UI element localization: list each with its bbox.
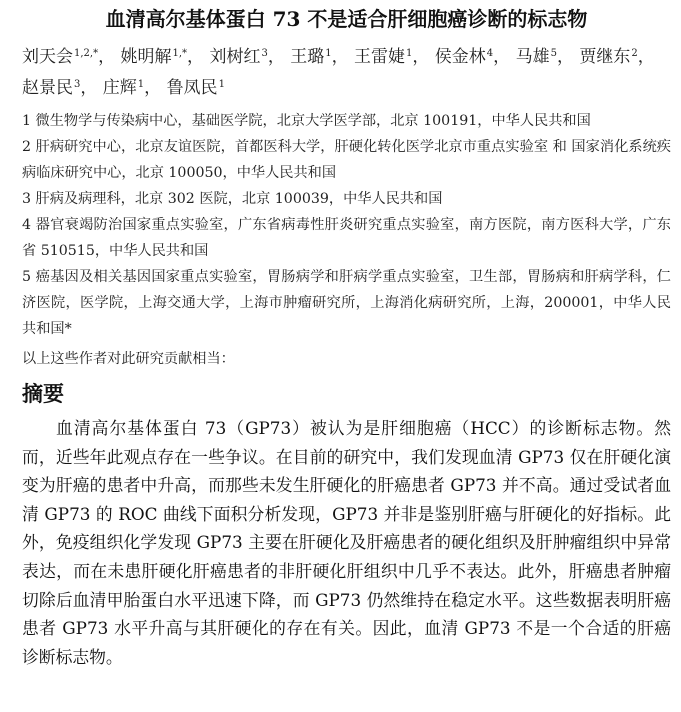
author: 姚明解$^{1,*}$，: [120, 47, 210, 67]
affiliation-list: [22, 108, 671, 342]
author-affiliation-mark: 1: [137, 79, 145, 90]
author-affiliation-mark: 5: [550, 48, 557, 59]
affiliation-5: 5 癌基因及相关基因国家重点实验室，胃肠病学和肝病学重点实验室，卫生部，胃肠病和肝病学科，仁济医院，医学院，上海交通大学，上海市肿瘤研究所，上海消化病研究所，上海，200001，中华人民共和国*: [22, 269, 671, 337]
author: 王雷婕$^1$，: [354, 47, 435, 67]
author-affiliation-mark: 1: [406, 48, 413, 59]
author-affiliation-mark: 1,*: [172, 48, 188, 59]
author: 刘树红$^3$，: [209, 47, 291, 67]
author-affiliation-mark: 3: [261, 48, 268, 59]
affiliation-4: 4 器官衰竭防治国家重点实验室，广东省病毒性肝炎研究重点实验室，南方医院，南方医科大学，广东省 510515，中华人民共和国: [22, 217, 671, 259]
abstract-heading: 摘要: [22, 381, 64, 406]
paper-title: 血清高尔基体蛋白 73 不是适合肝细胞癌诊断的标志物: [105, 7, 588, 31]
author-affiliation-mark: 1: [218, 79, 225, 90]
equal-contribution-note: 以上这些作者对此研究贡献相当：: [22, 351, 235, 367]
author: 贾继东$^2$，: [579, 47, 655, 67]
author-affiliation-mark: 4: [486, 48, 494, 59]
abstract-body: 血清高尔基体蛋白 73（GP73）被认为是肝细胞癌（HCC）的诊断标志物。然而，近些年此观点存在一些争议。在目前的研究中，我们发现血清 GP73 仅在肝硬化演变为肝癌的患者中升高，而那些未发生肝硬化的肝癌患者 GP73 并不高。通过受试者血清 GP73 的 ROC 曲线下面积分析发现，GP73 并非是鉴别肝癌与肝硬化的好指标。此外，免疫组织化学发现 GP73 主要在肝硬化及肝癌患者的硬化组织及肝肿瘤组织中异常表达，而在未患肝硬化肝癌患者的非肝硬化肝组织中几乎不表达。此外，肝癌患者肿瘤切除后血清甲胎蛋白水平迅速下降，而 GP73 仍然维持在稳定水平。这些数据表明肝癌患者 GP73 水平升高与其肝硬化的存在有关。因此，血清 GP73 不是一个合适的肝癌诊断标志物。: [22, 418, 671, 667]
affiliation-3: 3 肝病及病理科，北京 302 医院，北京 100039，中华人民共和国: [22, 191, 443, 207]
author: 王璐$^1$，: [290, 47, 355, 67]
author-list: [22, 40, 671, 102]
author: 马雄$^5$，: [515, 47, 574, 67]
author: 鲁凤民$^1$: [166, 78, 225, 98]
affiliation-2: 2 肝病研究中心，北京友谊医院，首都医科大学，肝硬化转化医学北京市重点实验室 和 国家消化系统疾病临床研究中心，北京 100050，中华人民共和国: [22, 139, 671, 181]
author-affiliation-mark: 1: [325, 48, 332, 59]
author-affiliation-mark: 3: [74, 79, 81, 90]
author-affiliation-mark: 2: [631, 48, 638, 59]
affiliation-1: 1 微生物学与传染病中心，基础医学院，北京大学医学部，北京 100191，中华人民共和国: [22, 113, 591, 129]
author: 侯金林$^4$，: [434, 47, 516, 67]
author: 庄辉$^1$，: [102, 78, 167, 98]
author-affiliation-mark: 1,2,*: [74, 48, 99, 59]
author: 赵景民$^3$，: [22, 78, 103, 98]
author: 刘天会$^{1,2,*}$，: [22, 47, 121, 67]
